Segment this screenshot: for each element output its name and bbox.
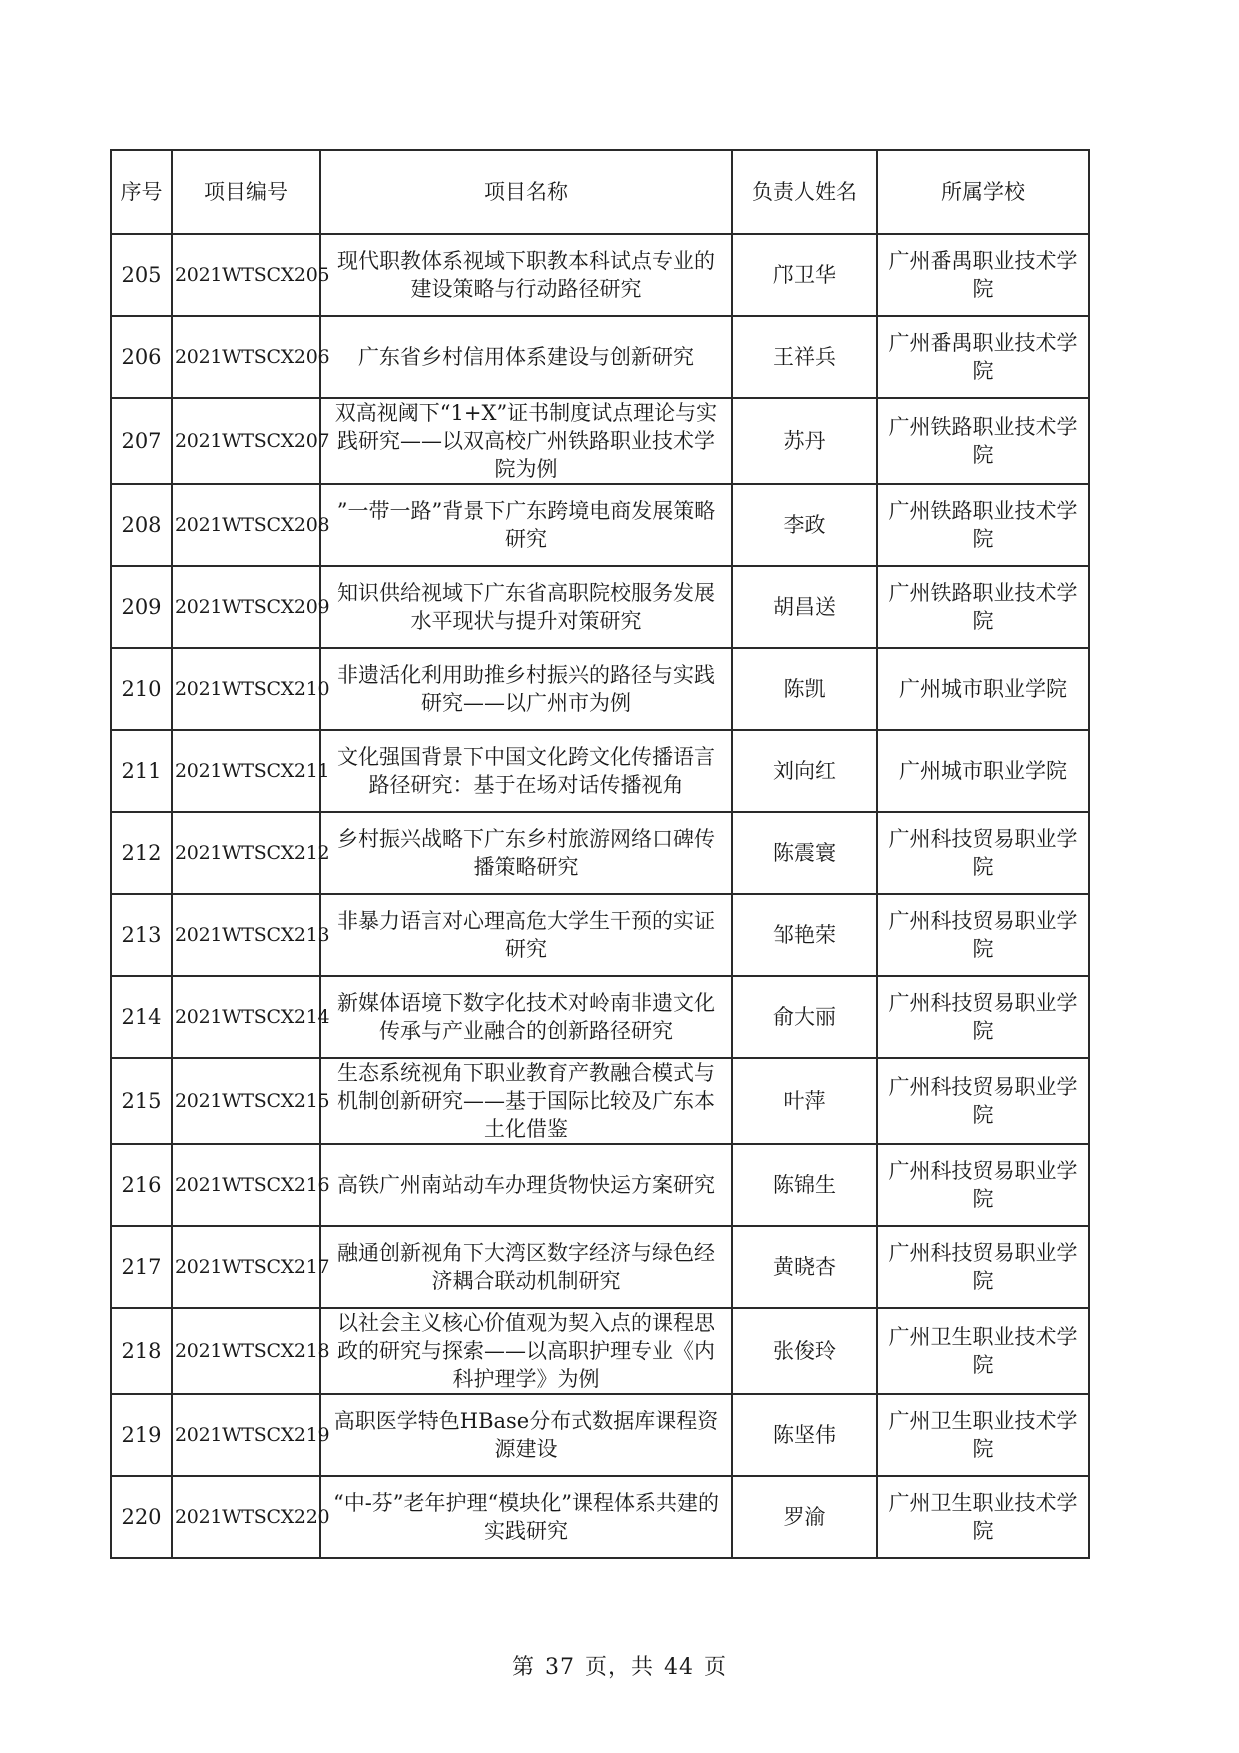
row-index: 214 — [111, 976, 172, 1058]
footer-prefix: 第 — [511, 1655, 535, 1680]
header-index: 序号 — [111, 150, 172, 234]
leader-name: 张俊玲 — [732, 1308, 877, 1394]
table-row — [111, 234, 1089, 316]
row-index: 213 — [111, 894, 172, 976]
leader-name: 黄晓杏 — [732, 1226, 877, 1308]
row-index: 205 — [111, 234, 172, 316]
project-code: 2021WTSCX208 — [172, 484, 320, 566]
leader-name: 刘向红 — [732, 730, 877, 812]
school-name: 广州科技贸易职业学院 — [877, 812, 1089, 894]
table-row — [111, 1058, 1089, 1144]
footer-suffix: 页 — [704, 1655, 728, 1680]
project-name: 新媒体语境下数字化技术对岭南非遗文化传承与产业融合的创新路径研究 — [320, 976, 732, 1058]
header-code: 项目编号 — [172, 150, 320, 234]
project-code: 2021WTSCX211 — [172, 730, 320, 812]
row-index: 208 — [111, 484, 172, 566]
header-leader: 负责人姓名 — [732, 150, 877, 234]
leader-name: 邹艳荣 — [732, 894, 877, 976]
project-name: 乡村振兴战略下广东乡村旅游网络口碑传播策略研究 — [320, 812, 732, 894]
school-name: 广州铁路职业技术学院 — [877, 484, 1089, 566]
header-name: 项目名称 — [320, 150, 732, 234]
school-name: 广州卫生职业技术学院 — [877, 1476, 1089, 1558]
project-name: 生态系统视角下职业教育产教融合模式与机制创新研究——基于国际比较及广东本土化借鉴 — [320, 1058, 732, 1144]
project-name: 广东省乡村信用体系建设与创新研究 — [320, 316, 732, 398]
table-row — [111, 1226, 1089, 1308]
row-index: 210 — [111, 648, 172, 730]
project-name: “中-芬”老年护理“模块化”课程体系共建的实践研究 — [320, 1476, 732, 1558]
leader-name: 苏丹 — [732, 398, 877, 484]
row-index: 206 — [111, 316, 172, 398]
row-index: 209 — [111, 566, 172, 648]
table-row — [111, 730, 1089, 812]
leader-name: 陈震寰 — [732, 812, 877, 894]
school-name: 广州科技贸易职业学院 — [877, 1226, 1089, 1308]
project-name: 以社会主义核心价值观为契入点的课程思政的研究与探索——以高职护理专业《内科护理学》为例 — [320, 1308, 732, 1394]
footer-total-pages: 44 — [664, 1655, 694, 1680]
project-code: 2021WTSCX209 — [172, 566, 320, 648]
leader-name: 陈锦生 — [732, 1144, 877, 1226]
page-footer — [0, 1650, 1239, 1681]
project-code: 2021WTSCX206 — [172, 316, 320, 398]
school-name: 广州城市职业学院 — [877, 648, 1089, 730]
leader-name: 陈坚伟 — [732, 1394, 877, 1476]
project-name: 双高视阈下“1+X”证书制度试点理论与实践研究——以双高校广州铁路职业技术学院为例 — [320, 398, 732, 484]
table-row — [111, 484, 1089, 566]
leader-name: 胡昌送 — [732, 566, 877, 648]
project-code: 2021WTSCX210 — [172, 648, 320, 730]
project-code: 2021WTSCX212 — [172, 812, 320, 894]
school-name: 广州铁路职业技术学院 — [877, 398, 1089, 484]
table-row — [111, 1476, 1089, 1558]
table-row — [111, 566, 1089, 648]
school-name: 广州科技贸易职业学院 — [877, 1058, 1089, 1144]
table-body — [111, 234, 1089, 1558]
table-row — [111, 1394, 1089, 1476]
leader-name: 罗渝 — [732, 1476, 877, 1558]
school-name: 广州城市职业学院 — [877, 730, 1089, 812]
table-row — [111, 398, 1089, 484]
project-code: 2021WTSCX213 — [172, 894, 320, 976]
project-name: 融通创新视角下大湾区数字经济与绿色经济耦合联动机制研究 — [320, 1226, 732, 1308]
project-code: 2021WTSCX216 — [172, 1144, 320, 1226]
row-index: 220 — [111, 1476, 172, 1558]
school-name: 广州科技贸易职业学院 — [877, 894, 1089, 976]
leader-name: 俞大丽 — [732, 976, 877, 1058]
table-row — [111, 812, 1089, 894]
school-name: 广州科技贸易职业学院 — [877, 976, 1089, 1058]
project-code: 2021WTSCX218 — [172, 1308, 320, 1394]
project-name: 高职医学特色HBase分布式数据库课程资源建设 — [320, 1394, 732, 1476]
school-name: 广州番禺职业技术学院 — [877, 316, 1089, 398]
row-index: 219 — [111, 1394, 172, 1476]
table-row — [111, 648, 1089, 730]
project-code: 2021WTSCX207 — [172, 398, 320, 484]
table-row — [111, 316, 1089, 398]
leader-name: 叶萍 — [732, 1058, 877, 1144]
project-code: 2021WTSCX215 — [172, 1058, 320, 1144]
footer-page-number: 37 — [544, 1655, 575, 1680]
table-row — [111, 1144, 1089, 1226]
table-row — [111, 976, 1089, 1058]
school-name: 广州番禺职业技术学院 — [877, 234, 1089, 316]
row-index: 207 — [111, 398, 172, 484]
header-school: 所属学校 — [877, 150, 1089, 234]
project-code: 2021WTSCX205 — [172, 234, 320, 316]
row-index: 217 — [111, 1226, 172, 1308]
project-name: 非遗活化利用助推乡村振兴的路径与实践研究——以广州市为例 — [320, 648, 732, 730]
row-index: 212 — [111, 812, 172, 894]
project-name: 非暴力语言对心理高危大学生干预的实证研究 — [320, 894, 732, 976]
row-index: 215 — [111, 1058, 172, 1144]
project-name: 现代职教体系视域下职教本科试点专业的建设策略与行动路径研究 — [320, 234, 732, 316]
row-index: 216 — [111, 1144, 172, 1226]
project-name: ”一带一路”背景下广东跨境电商发展策略研究 — [320, 484, 732, 566]
leader-name: 王祥兵 — [732, 316, 877, 398]
project-code: 2021WTSCX217 — [172, 1226, 320, 1308]
school-name: 广州科技贸易职业学院 — [877, 1144, 1089, 1226]
leader-name: 李政 — [732, 484, 877, 566]
project-table — [110, 149, 1090, 1559]
project-name: 文化强国背景下中国文化跨文化传播语言路径研究：基于在场对话传播视角 — [320, 730, 732, 812]
project-name: 知识供给视域下广东省高职院校服务发展水平现状与提升对策研究 — [320, 566, 732, 648]
school-name: 广州卫生职业技术学院 — [877, 1394, 1089, 1476]
project-name: 高铁广州南站动车办理货物快运方案研究 — [320, 1144, 732, 1226]
table-row — [111, 894, 1089, 976]
school-name: 广州铁路职业技术学院 — [877, 566, 1089, 648]
table-header-row — [111, 150, 1089, 234]
project-code: 2021WTSCX219 — [172, 1394, 320, 1476]
row-index: 218 — [111, 1308, 172, 1394]
project-code: 2021WTSCX220 — [172, 1476, 320, 1558]
footer-mid: 页，共 — [584, 1655, 654, 1680]
school-name: 广州卫生职业技术学院 — [877, 1308, 1089, 1394]
project-code: 2021WTSCX214 — [172, 976, 320, 1058]
leader-name: 邝卫华 — [732, 234, 877, 316]
row-index: 211 — [111, 730, 172, 812]
table-row — [111, 1308, 1089, 1394]
leader-name: 陈凯 — [732, 648, 877, 730]
